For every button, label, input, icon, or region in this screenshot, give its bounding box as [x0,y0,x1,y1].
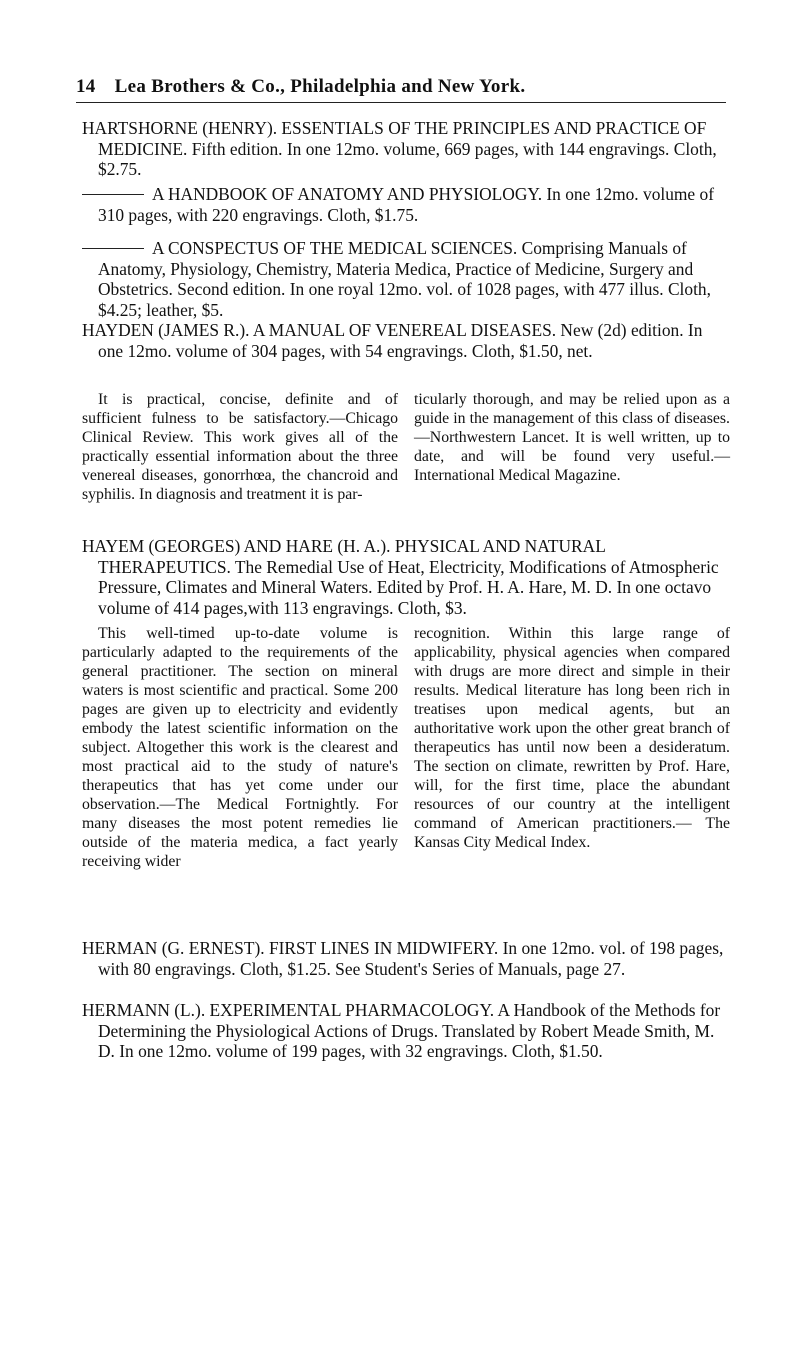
review-hayem [82,624,730,871]
page-number: 14 [76,76,96,97]
review-text: recognition. Within this large range of applicability, physical agencies when compared with drugs are more direct and simple in their results. Medical literature has long been rich in treatises upon medical agents, but an authoritative work upon the other great branch of therapeutics has until now been a desideratum. The section on climate, rewritten by Prof. Hare, will, for the first time, place the abundant resources of our country at the intelligent command of American practitioners.— The Kansas City Medical Index. [414,625,730,851]
entry-hayem-hare: HAYEM (GEORGES) AND HARE (H. A.). PHYSICAL AND NATURAL THERAPEUTICS. The Remedial Use of Heat, Electricity, Modifications of Atmospheric Pressure, Climates and Mineral Waters. Edited by Prof. H. A. Hare, M. D. In one octavo volume of 414 pages,with 113 engravings. Cloth, $3. [82,536,719,618]
entry-hartshorne-essentials: HARTSHORNE (HENRY). ESSENTIALS OF THE PRINCIPLES AND PRACTICE OF MEDICINE. Fifth edition. In one 12mo. volume, 669 pages, with 144 engravings. Cloth, $2.75. [82,118,717,179]
review-hayden [82,390,730,504]
review-text: ticularly thorough, and may be relied upon as a guide in the management of this class of diseases.—Northwestern Lancet. It is well written, up to date, and will be found very useful.—International Medical Magazine. [414,391,730,484]
ditto-rule [82,194,144,195]
ditto-rule [82,248,144,249]
entry-hartshorne-conspectus: A CONSPECTUS OF THE MEDICAL SCIENCES. Comprising Manuals of Anatomy, Physiology, Chemistry, Materia Medica, Practice of Medicine, Surgery and Obstetrics. Second edition. In one royal 12mo. vol. of 1028 pages, with 477 illus. Cloth, $4.25; leather, $5. [82,238,730,320]
entry-hermann: HERMANN (L.). EXPERIMENTAL PHARMACOLOGY. A Handbook of the Methods for Determining the Physiological Actions of Drugs. Translated by Robert Meade Smith, M. D. In one 12mo. volume of 199 pages, with 32 engravings. Cloth, $1.50. [82,1000,721,1061]
header-rule [76,102,726,103]
review-text: This well-timed up-to-date volume is particularly adapted to the requirements of the general practitioner. The section on mineral waters is most scientific and practical. Some 200 pages are given up to electricity and evidently embody the latest scientific information on the subject. Altogether this work is the clearest and most practical aid to the study of nature's therapeutics that has yet come under our observation.—The Medical Fortnightly. For many diseases the most potent remedies lie outside of the materia medica, a fact yearly receiving wider [82,625,398,870]
review-text: It is practical, concise, definite and of sufficient fulness to be satisfactory.—Chicago Clinical Review. This work gives all of the practically essential information about the three venereal diseases, gonorrhœa, the chancroid and syphilis. In diagnosis and treatment it is par- [82,391,398,503]
entry-hartshorne-handbook: A HANDBOOK OF ANATOMY AND PHYSIOLOGY. In one 12mo. volume of 310 pages, with 220 engravings. Cloth, $1.75. [82,184,730,225]
publisher-line: Lea Brothers & Co., Philadelphia and New York. [114,76,526,97]
entry-herman: HERMAN (G. ERNEST). FIRST LINES IN MIDWIFERY. In one 12mo. vol. of 198 pages, with 80 engravings. Cloth, $1.25. See Student's Series of Manuals, page 27. [82,938,724,979]
entry-hayden: HAYDEN (JAMES R.). A MANUAL OF VENEREAL DISEASES. New (2d) edition. In one 12mo. volume of 304 pages, with 54 engravings. Cloth, $1.50, net. [82,320,703,361]
running-head [76,76,736,98]
